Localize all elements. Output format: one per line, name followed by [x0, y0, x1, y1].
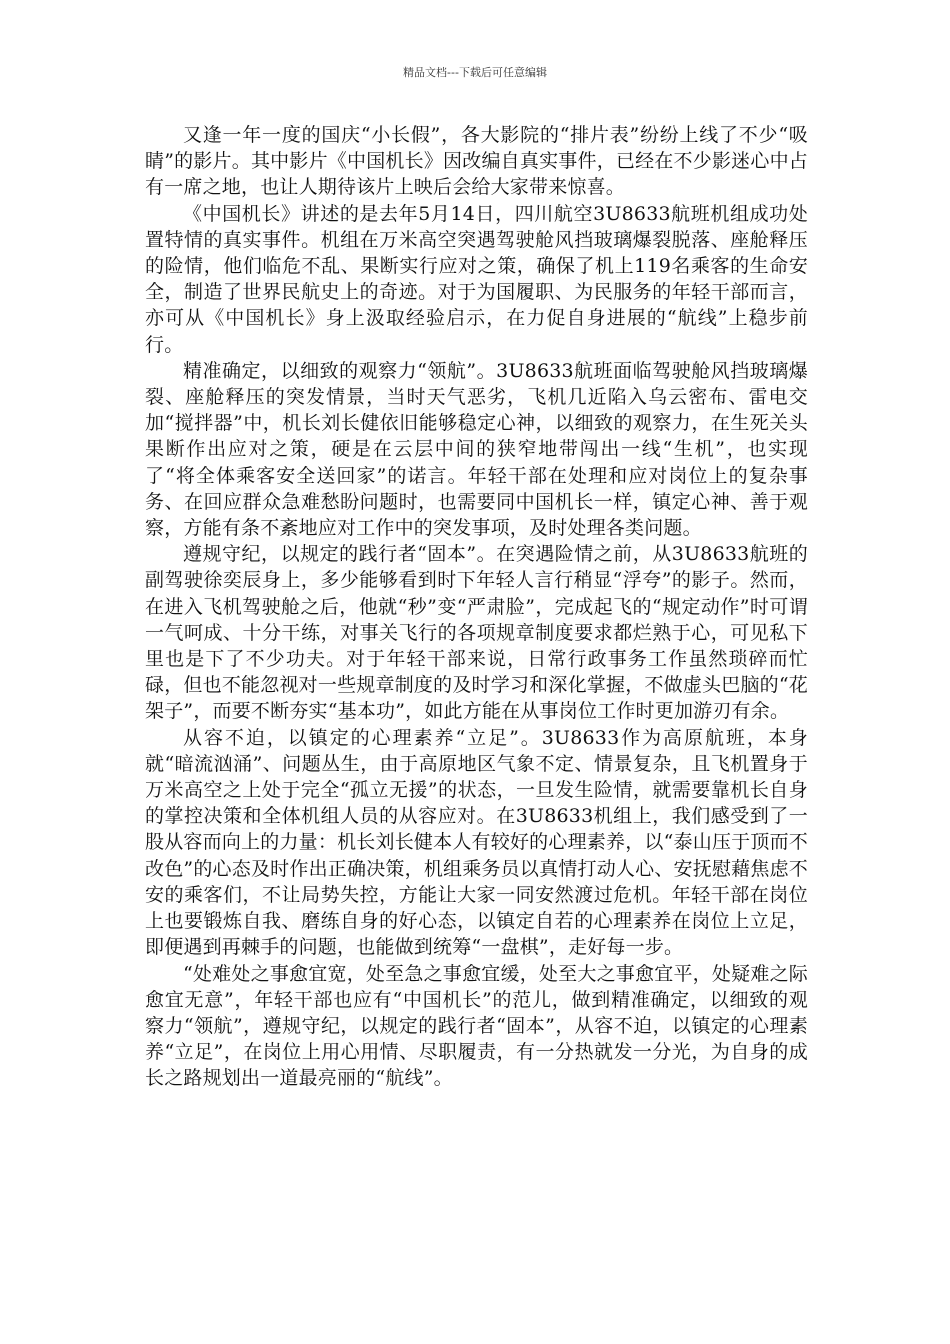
paragraph-composure: 从容不迫，以镇定的心理素养“立足”。3U8633作为高原航班，本身就“暗流汹涌”、问题丛生，由于高原地区气象不定、情景复杂，且飞机置身于万米高空之上处于完全“孤立无援”的状态，一旦发生险情，就需要靠机长自身的掌控决策和全体机组人员的从容应对。在3U8633机组上，我们感受到了一股从容而向上的力量：机长刘长健本人有较好的心理素养，以“泰山压于顶而不改色”的心态及时作出正确决策，机组乘务员以真情打动人心、安抚慰藉焦虑不安的乘客们，不让局势失控，方能让大家一同安然渡过危机。年轻干部在岗位上也要锻炼自我、磨练自身的好心态，以镇定自若的心理素养在岗位上立足，即便遇到再棘手的问题，也能做到统筹“一盘棋”，走好每一步。 [145, 726, 808, 959]
paragraph-discipline: 遵规守纪，以规定的践行者“固本”。在突遇险情之前，从3U8633航班的副驾驶徐奕辰身上，多少能够看到时下年轻人言行稍显“浮夸”的影子。然而，在进入飞机驾驶舱之后，他就“秒”变“严肃脸”，完成起飞的“规定动作”时可谓一气呵成、十分干练，对事关飞行的各项规章制度要求都烂熟于心，可见私下里也是下了不少功夫。对于年轻干部来说，日常行政事务工作虽然琐碎而忙碌，但也不能忽视对一些规章制度的及时学习和深化掌握，不做虚头巴脑的“花架子”，而要不断夯实“基本功”，如此方能在从事岗位工作时更加游刃有余。 [145, 543, 808, 723]
paragraph-observation: 精准确定，以细致的观察力“领航”。3U8633航班面临驾驶舱风挡玻璃爆裂、座舱释压的突发情景，当时天气恶劣，飞机几近陷入乌云密布、雷电交加“搅拌器”中，机长刘长健依旧能够稳定心神，以细致的观察力，在生死关头果断作出应对之策，硬是在云层中间的狭窄地带闯出一线“生机”，也实现了“将全体乘客安全送回家”的诺言。年轻干部在处理和应对岗位上的复杂事务、在回应群众急难愁盼问题时，也需要同中国机长一样，镇定心神、善于观察，方能有条不紊地应对工作中的突发事项，及时处理各类问题。 [145, 359, 808, 540]
paragraph-background: 《中国机长》讲述的是去年5月14日，四川航空3U8633航班机组成功处置特情的真实事件。机组在万米高空突遇驾驶舱风挡玻璃爆裂脱落、座舱释压的险情，他们临危不乱、果断实行应对之策，确保了机上119名乘客的生命安全，制造了世界民航史上的奇迹。对于为国履职、为民服务的年轻干部而言，亦可从《中国机长》身上汲取经验启示，在力促自身进展的“航线”上稳步前行。 [145, 202, 808, 356]
article-body [145, 122, 808, 1092]
paragraph-intro: 又逢一年一度的国庆“小长假”，各大影院的“排片表”纷纷上线了不少“吸睛”的影片。其中影片《中国机长》因改编自真实事件，已经在不少影迷心中占有一席之地，也让人期待该片上映后会给大家带来惊喜。 [145, 124, 808, 199]
paragraph-conclusion: “处难处之事愈宜宽，处至急之事愈宜缓，处至大之事愈宜平，处疑难之际愈宜无意”，年轻干部也应有“中国机长”的范儿，做到精准确定，以细致的观察力“领航”，遵规守纪，以规定的践行者“固本”，从容不迫，以镇定的心理素养“立足”，在岗位上用心用情、尽职履责，有一分热就发一分光，为自身的成长之路规划出一道最亮丽的“航线”。 [145, 962, 808, 1090]
page-header: 精品文档---下载后可任意编辑 [403, 66, 547, 79]
